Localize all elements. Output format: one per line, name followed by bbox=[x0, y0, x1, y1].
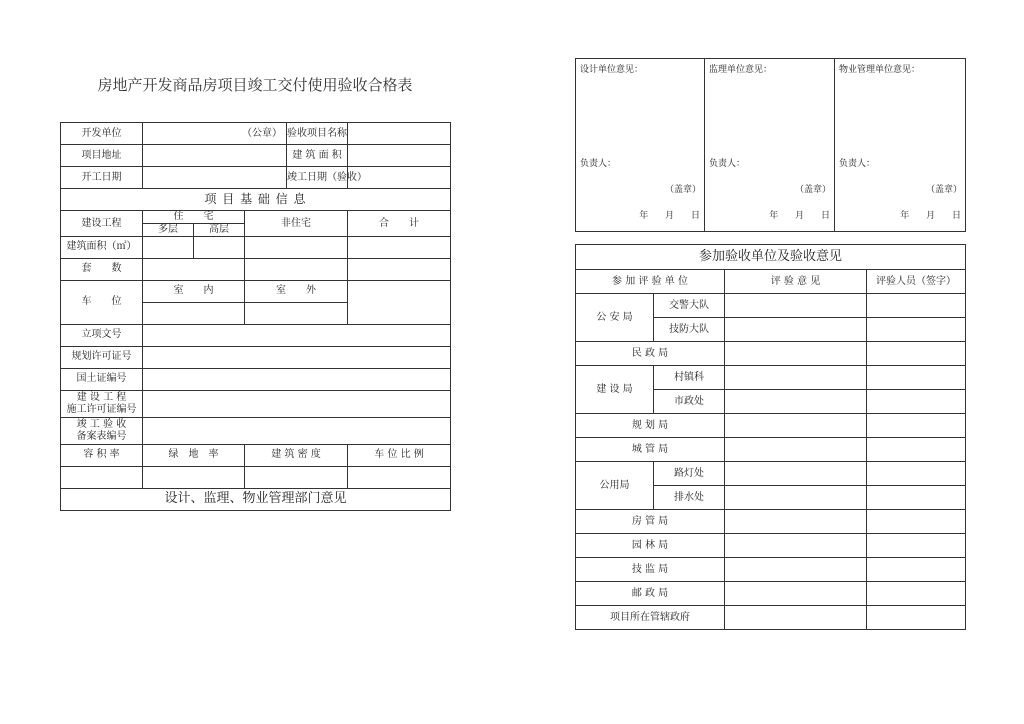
green-ratio-value[interactable] bbox=[143, 466, 245, 488]
parking-ratio-value[interactable] bbox=[348, 466, 451, 488]
floor-area-label: 建筑面积（㎡） bbox=[61, 236, 143, 258]
village-town-reviewer[interactable] bbox=[867, 366, 966, 390]
building-area-label: 建 筑 面 积 bbox=[287, 145, 348, 167]
planning-permit-value[interactable] bbox=[143, 346, 451, 368]
start-date-value[interactable] bbox=[143, 167, 287, 189]
approval-doc-label: 立项文号 bbox=[61, 324, 143, 346]
floor-area-multi[interactable] bbox=[143, 236, 194, 258]
units-label: 套 数 bbox=[61, 258, 143, 280]
units-total[interactable] bbox=[348, 258, 451, 280]
approval-doc-value[interactable] bbox=[143, 324, 451, 346]
housing-label: 房 管 局 bbox=[576, 510, 725, 534]
units-res[interactable] bbox=[143, 258, 245, 280]
civil-affairs-reviewer[interactable] bbox=[867, 342, 966, 366]
parking-ratio-label: 车 位 比 例 bbox=[348, 444, 451, 466]
parking-total[interactable] bbox=[348, 280, 451, 324]
traffic-police-reviewer[interactable] bbox=[867, 294, 966, 318]
post-opinion[interactable] bbox=[725, 582, 867, 606]
review-header: 参加验收单位及验收意见 bbox=[576, 245, 966, 270]
completion-filing-value[interactable] bbox=[143, 417, 451, 444]
housing-opinion[interactable] bbox=[725, 510, 867, 534]
total-label: 合 计 bbox=[348, 211, 451, 237]
design-responsible: 负责人： bbox=[580, 159, 617, 169]
urban-mgmt-opinion[interactable] bbox=[725, 438, 867, 462]
planning-reviewer[interactable] bbox=[867, 414, 966, 438]
basic-info-header: 项 目 基 础 信 息 bbox=[61, 189, 451, 211]
drainage-opinion[interactable] bbox=[725, 486, 867, 510]
plot-ratio-label: 容 积 率 bbox=[61, 444, 143, 466]
property-opinion-cell[interactable] bbox=[835, 59, 966, 232]
residential-label: 住 宅 bbox=[143, 211, 245, 224]
developer-value[interactable] bbox=[143, 123, 287, 145]
municipal-opinion[interactable] bbox=[725, 390, 867, 414]
green-ratio-label: 绿 地 率 bbox=[143, 444, 245, 466]
unit-opinion-block bbox=[575, 58, 966, 232]
outdoor-value[interactable] bbox=[245, 302, 348, 324]
civil-affairs-opinion[interactable] bbox=[725, 342, 867, 366]
supervision-date: 年 月 日 bbox=[769, 211, 830, 221]
property-date: 年 月 日 bbox=[900, 211, 961, 221]
floor-area-total[interactable] bbox=[348, 236, 451, 258]
building-density-value[interactable] bbox=[245, 466, 348, 488]
floor-area-high[interactable] bbox=[194, 236, 245, 258]
fire-brigade-opinion[interactable] bbox=[725, 318, 867, 342]
construction-label: 建设工程 bbox=[61, 211, 143, 237]
municipal-label: 市政处 bbox=[654, 390, 725, 414]
planning-opinion[interactable] bbox=[725, 414, 867, 438]
housing-reviewer[interactable] bbox=[867, 510, 966, 534]
planning-permit-label: 规划许可证号 bbox=[61, 346, 143, 368]
local-gov-opinion[interactable] bbox=[725, 606, 867, 630]
design-date: 年 月 日 bbox=[639, 211, 700, 221]
landscape-reviewer[interactable] bbox=[867, 534, 966, 558]
col-reviewer-header: 评验人员（签字） bbox=[867, 270, 966, 294]
building-area-value[interactable] bbox=[348, 145, 451, 167]
civil-affairs-label: 民 政 局 bbox=[576, 342, 725, 366]
construction-permit-label: 建 设 工 程 施工许可证编号 bbox=[61, 390, 143, 417]
property-responsible: 负责人： bbox=[839, 159, 876, 169]
acceptance-form-table bbox=[60, 122, 451, 511]
public-utility-label: 公用局 bbox=[576, 462, 654, 510]
indoor-label: 室 内 bbox=[143, 280, 245, 302]
village-town-opinion[interactable] bbox=[725, 366, 867, 390]
planning-label: 规 划 局 bbox=[576, 414, 725, 438]
fire-brigade-reviewer[interactable] bbox=[867, 318, 966, 342]
construction-bureau-label: 建 设 局 bbox=[576, 366, 654, 414]
tech-supervision-opinion[interactable] bbox=[725, 558, 867, 582]
property-seal: （盖章） bbox=[925, 185, 962, 195]
supervision-opinion-cell[interactable] bbox=[705, 59, 835, 232]
land-cert-label: 国土证编号 bbox=[61, 368, 143, 390]
floor-area-nonres[interactable] bbox=[245, 236, 348, 258]
traffic-police-label: 交警大队 bbox=[654, 294, 725, 318]
post-reviewer[interactable] bbox=[867, 582, 966, 606]
post-label: 邮 政 局 bbox=[576, 582, 725, 606]
design-opinion-cell[interactable] bbox=[576, 59, 705, 232]
high-rise-label: 高层 bbox=[194, 224, 245, 237]
building-density-label: 建 筑 密 度 bbox=[245, 444, 348, 466]
col-units-header: 参 加 评 验 单 位 bbox=[576, 270, 725, 294]
urban-mgmt-label: 城 管 局 bbox=[576, 438, 725, 462]
street-lights-reviewer[interactable] bbox=[867, 462, 966, 486]
completion-filing-label: 竣 工 验 收 备案表编号 bbox=[61, 417, 143, 444]
supervision-seal: （盖章） bbox=[794, 185, 831, 195]
review-units-table bbox=[575, 244, 966, 630]
construction-permit-value[interactable] bbox=[143, 390, 451, 417]
developer-seal: （公章） bbox=[242, 127, 282, 139]
units-nonres[interactable] bbox=[245, 258, 348, 280]
fire-brigade-label: 技防大队 bbox=[654, 318, 725, 342]
supervision-responsible: 负责人： bbox=[709, 159, 746, 169]
property-opinion-title: 物业管理单位意见： bbox=[839, 65, 921, 75]
design-seal: （盖章） bbox=[664, 185, 701, 195]
plot-ratio-value[interactable] bbox=[61, 466, 143, 488]
developer-label: 开发单位 bbox=[61, 123, 143, 145]
multi-storey-label: 多层 bbox=[143, 224, 194, 237]
completion-date-label: 竣工日期（验收） bbox=[287, 167, 348, 189]
street-lights-label: 路灯处 bbox=[654, 462, 725, 486]
address-value[interactable] bbox=[143, 145, 287, 167]
drainage-label: 排水处 bbox=[654, 486, 725, 510]
address-label: 项目地址 bbox=[61, 145, 143, 167]
land-cert-value[interactable] bbox=[143, 368, 451, 390]
traffic-police-opinion[interactable] bbox=[725, 294, 867, 318]
design-opinion-title: 设计单位意见： bbox=[580, 65, 644, 75]
local-gov-reviewer[interactable] bbox=[867, 606, 966, 630]
col-opinion-header: 评 验 意 见 bbox=[725, 270, 867, 294]
landscape-opinion[interactable] bbox=[725, 534, 867, 558]
opinion-footer: 设计、监理、物业管理部门意见 bbox=[61, 488, 451, 510]
start-date-label: 开工日期 bbox=[61, 167, 143, 189]
landscape-label: 园 林 局 bbox=[576, 534, 725, 558]
drainage-reviewer[interactable] bbox=[867, 486, 966, 510]
tech-supervision-reviewer[interactable] bbox=[867, 558, 966, 582]
municipal-reviewer[interactable] bbox=[867, 390, 966, 414]
parking-label: 车 位 bbox=[61, 280, 143, 324]
village-town-label: 村镇科 bbox=[654, 366, 725, 390]
tech-supervision-label: 技 监 局 bbox=[576, 558, 725, 582]
urban-mgmt-reviewer[interactable] bbox=[867, 438, 966, 462]
local-gov-label: 项目所在管辖政府 bbox=[576, 606, 725, 630]
supervision-opinion-title: 监理单位意见： bbox=[709, 65, 773, 75]
document-title: 房地产开发商品房项目竣工交付使用验收合格表 bbox=[97, 76, 413, 94]
street-lights-opinion[interactable] bbox=[725, 462, 867, 486]
outdoor-label: 室 外 bbox=[245, 280, 348, 302]
public-security-label: 公 安 局 bbox=[576, 294, 654, 342]
indoor-value[interactable] bbox=[143, 302, 245, 324]
non-residential-label: 非住宅 bbox=[245, 211, 348, 237]
acceptance-item-label: 验收项目名称 bbox=[287, 123, 348, 145]
acceptance-item-value[interactable] bbox=[348, 123, 451, 145]
